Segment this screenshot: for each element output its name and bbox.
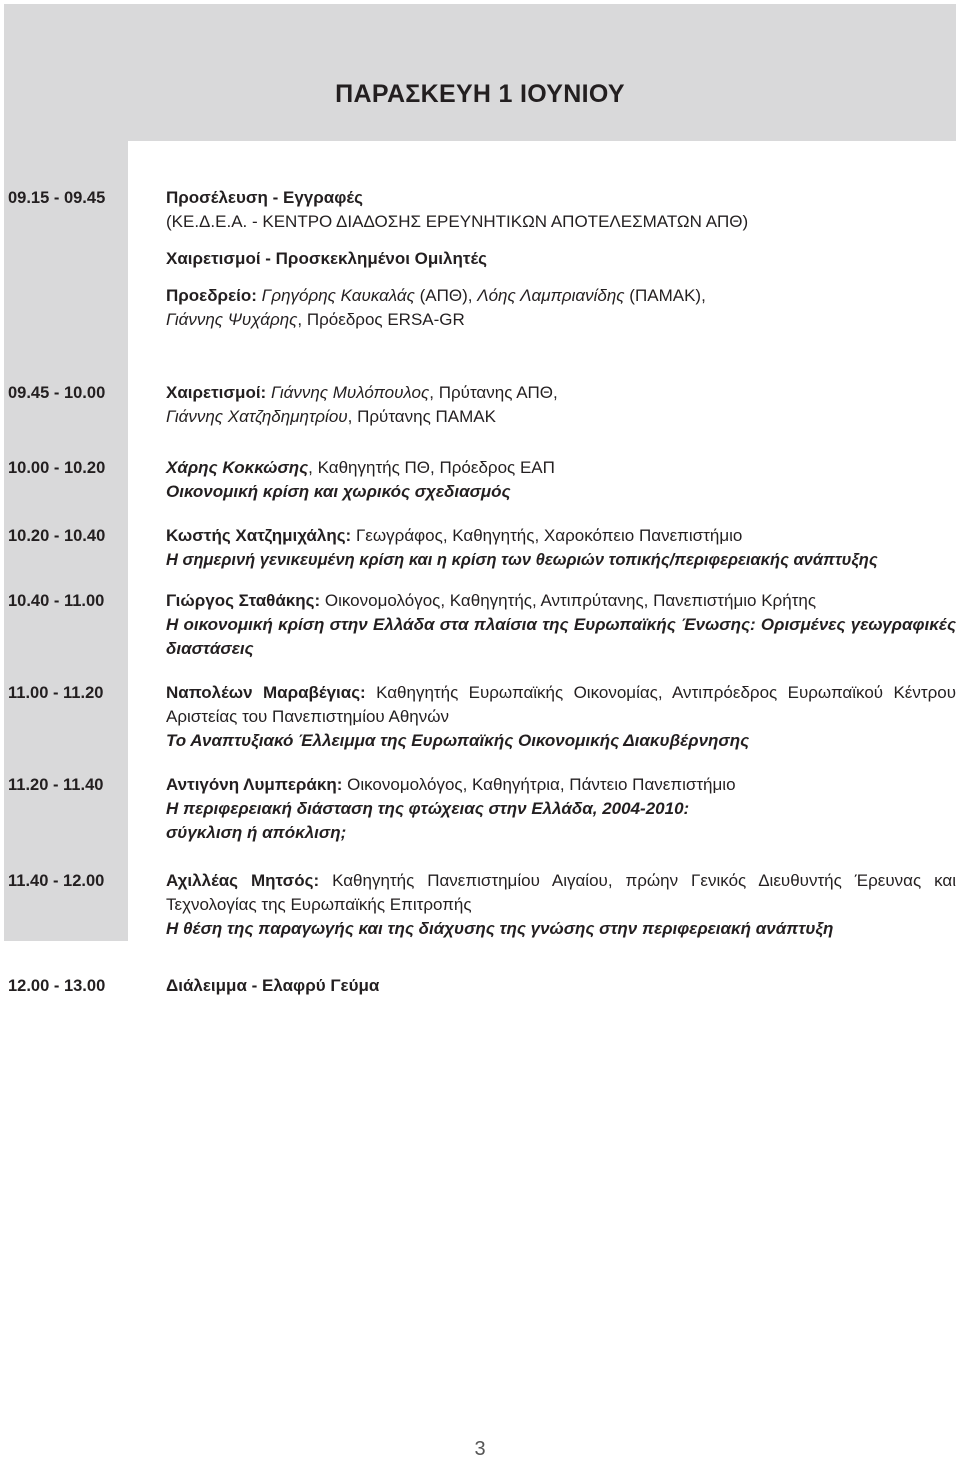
speaker-line (166, 869, 956, 917)
welcome-heading: Χαιρετισμοί - Προσκεκλημένοι Ομιλητές (166, 249, 487, 268)
talk-title: Η περιφερειακή διάσταση της φτώχειας στην Ελλάδα, 2004-2010: (166, 799, 690, 818)
session-content (166, 456, 956, 504)
greetings-line (166, 405, 956, 429)
session-time: 11.40 - 12.00 (8, 872, 105, 890)
chair-affiliation: (ΑΠΘ), (419, 286, 473, 305)
session-content (166, 589, 956, 661)
session-content (166, 773, 956, 845)
greetings-label: Χαιρετισμοί: (166, 383, 267, 402)
session-content (166, 869, 956, 941)
talk-title: Το Αναπτυξιακό Έλλειμμα της Ευρωπαϊκής Οικονομικής Διακυβέρνησης (166, 731, 750, 750)
session-time: 09.15 - 09.45 (8, 189, 106, 207)
talk-title: σύγκλιση ή απόκλιση; (166, 823, 347, 842)
chair-name: Γρηγόρης Καυκαλάς (261, 286, 415, 305)
speaker-line (166, 681, 956, 729)
chair-line (166, 284, 956, 332)
session-content (166, 186, 956, 332)
chair-name: Γιάννης Ψυχάρης (166, 310, 298, 329)
speaker-line (166, 524, 956, 548)
speaker-name: Χάρης Κοκκώσης (166, 458, 309, 477)
session-content (166, 524, 956, 572)
chair-name: Λόης Λαμπριανίδης (477, 286, 625, 305)
speaker-affiliation: Καθηγητής Ευρωπαϊκής Οικονομίας, Αντιπρόεδρος Ευρωπαϊκού Κέντρου Αριστείας του Πανεπιστημίου Αθηνών (166, 683, 957, 726)
session-time: 10.20 - 10.40 (8, 527, 106, 545)
speaker-name: Γιάννης Μυλόπουλος (270, 383, 430, 402)
session-title: Διάλειμμα - Ελαφρύ Γεύμα (166, 976, 380, 995)
speaker-affiliation: Οικονομολόγος, Καθηγήτρια, Πάντειο Πανεπιστήμιο (342, 775, 736, 794)
session-time: 11.20 - 11.40 (8, 776, 104, 794)
speaker-line (166, 589, 956, 613)
session-time: 10.00 - 10.20 (8, 459, 106, 477)
page-title: ΠΑΡΑΣΚΕΥΗ 1 ΙΟΥΝΙΟΥ (335, 80, 625, 108)
speaker-name: Αχιλλέας Μητσός: (166, 871, 320, 890)
speaker-affiliation: Οικονομολόγος, Καθηγητής, Αντιπρύτανης, Πανεπιστήμιο Κρήτης (320, 591, 817, 610)
session-title: Προσέλευση - Εγγραφές (166, 188, 363, 207)
talk-title: Η σημερινή γενικευμένη κρίση και η κρίση των θεωριών τοπικής/περιφερειακής ανάπτυξης (166, 551, 878, 569)
session-subtitle: (ΚΕ.Δ.Ε.Α. - ΚΕΝΤΡΟ ΔΙΑΔΟΣΗΣ ΕΡΕΥΝΗΤΙΚΩΝ ΑΠΟΤΕΛΕΣΜΑΤΩΝ ΑΠΘ) (166, 212, 749, 231)
session-time: 12.00 - 13.00 (8, 977, 106, 995)
session-time: 10.40 - 11.00 (8, 592, 105, 610)
speaker-name: Γιώργος Σταθάκης: (166, 591, 321, 610)
talk-title: Οικονομική κρίση και χωρικός σχεδιασμός (166, 482, 511, 501)
speaker-line (166, 773, 956, 797)
chair-label: Προεδρείο: (166, 286, 257, 305)
speaker-affiliation: Καθηγητής Πανεπιστημίου Αιγαίου, πρώην Γενικός Διευθυντής Έρευνας και Τεχνολογίας της Ευρωπαϊκής Επιτροπής (166, 871, 956, 914)
speaker-name: Κωστής Χατζημιχάλης: (166, 526, 352, 545)
speaker-affiliation: Γεωγράφος, Καθηγητής, Χαροκόπειο Πανεπιστήμιο (351, 526, 743, 545)
session-time: 11.00 - 11.20 (8, 684, 104, 702)
speaker-affiliation: , Πρύτανης ΑΠΘ, (429, 383, 558, 402)
talk-title: Η θέση της παραγωγής και της διάχυσης της γνώσης στην περιφερειακή ανάπτυξη (166, 919, 834, 938)
speaker-line (166, 456, 956, 480)
chair-affiliation: , Πρόεδρος ERSA-GR (297, 310, 465, 329)
speaker-affiliation: , Καθηγητής ΠΘ, Πρόεδρος ΕΑΠ (308, 458, 555, 477)
chair-affiliation: (ΠΑΜΑΚ), (629, 286, 706, 305)
speaker-name: Γιάννης Χατζηδημητρίου (166, 407, 348, 426)
session-content (166, 681, 956, 753)
session-time: 09.45 - 10.00 (8, 384, 106, 402)
session-content (166, 381, 956, 429)
talk-title: Η οικονομική κρίση στην Ελλάδα στα πλαίσια της Ευρωπαϊκής Ένωσης: Ορισμένες γεωγραφικές διαστάσεις (166, 615, 956, 658)
page-number: 3 (474, 1438, 486, 1460)
header-band (4, 4, 956, 141)
greetings-line (166, 381, 956, 405)
speaker-affiliation: , Πρύτανης ΠΑΜΑΚ (347, 407, 496, 426)
session-content (166, 974, 956, 998)
speaker-name: Ναπολέων Μαραβέγιας: (166, 683, 366, 702)
speaker-name: Αντιγόνη Λυμπεράκη: (166, 775, 343, 794)
